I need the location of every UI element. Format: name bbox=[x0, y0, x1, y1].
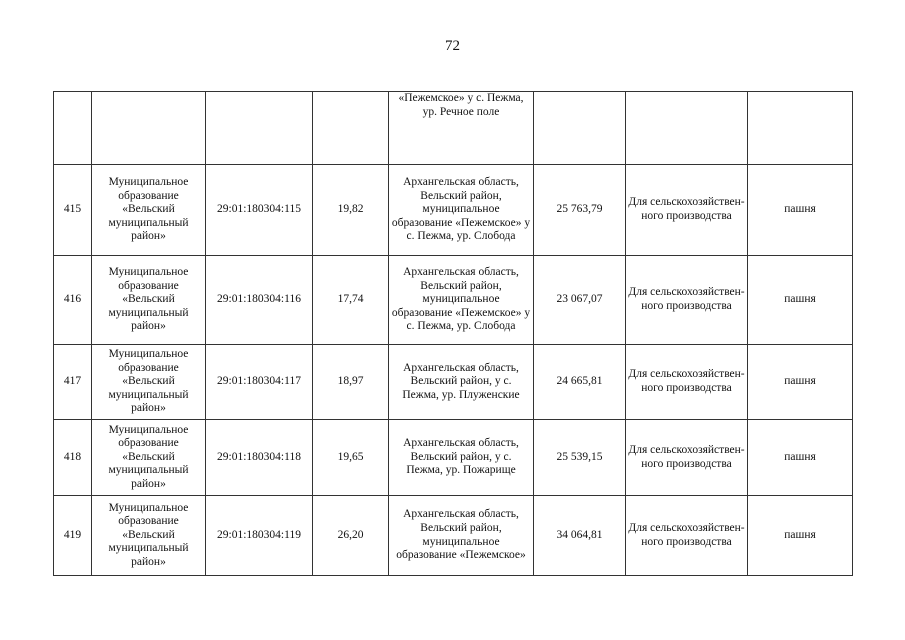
cell-owner: Муниципальное образование «Вельский муниципальный район» bbox=[92, 256, 206, 345]
cell-cadastral bbox=[206, 92, 313, 165]
cell-cost bbox=[534, 92, 626, 165]
cell-address: Архангельская область, Вельский район, муниципальное образование «Пежемское» у с. Пежма, ур. Слобода bbox=[389, 256, 534, 345]
cell-cost: 24 665,81 bbox=[534, 345, 626, 420]
cell-land-type: пашня bbox=[748, 256, 853, 345]
cell-num: 415 bbox=[54, 165, 92, 256]
cell-land-type bbox=[748, 92, 853, 165]
cell-area bbox=[313, 92, 389, 165]
cell-area: 19,65 bbox=[313, 420, 389, 496]
cell-num: 419 bbox=[54, 496, 92, 576]
cell-area: 19,82 bbox=[313, 165, 389, 256]
page-number: 72 bbox=[445, 38, 460, 54]
cell-land-type: пашня bbox=[748, 420, 853, 496]
cell-owner bbox=[92, 92, 206, 165]
table-row bbox=[54, 496, 853, 576]
cell-address: Архангельская область, Вельский район, муниципальное образование «Пежемское» у с. Пежма, ур. Слобода bbox=[389, 165, 534, 256]
cell-num: 416 bbox=[54, 256, 92, 345]
cell-purpose: Для сельскохозяйствен-ного производства bbox=[626, 256, 748, 345]
continuation-row bbox=[54, 92, 853, 165]
table-row bbox=[54, 345, 853, 420]
cell-num: 417 bbox=[54, 345, 92, 420]
cell-cost: 25 539,15 bbox=[534, 420, 626, 496]
table-row bbox=[54, 420, 853, 496]
cell-land-type: пашня bbox=[748, 345, 853, 420]
cell-cost: 23 067,07 bbox=[534, 256, 626, 345]
cell-cadastral: 29:01:180304:118 bbox=[206, 420, 313, 496]
cell-cadastral: 29:01:180304:116 bbox=[206, 256, 313, 345]
cell-owner: Муниципальное образование «Вельский муниципальный район» bbox=[92, 420, 206, 496]
cell-purpose bbox=[626, 92, 748, 165]
cell-area: 17,74 bbox=[313, 256, 389, 345]
cell-cadastral: 29:01:180304:119 bbox=[206, 496, 313, 576]
cell-cost: 34 064,81 bbox=[534, 496, 626, 576]
cell-area: 18,97 bbox=[313, 345, 389, 420]
cell-purpose: Для сельскохозяйствен-ного производства bbox=[626, 496, 748, 576]
table-row bbox=[54, 165, 853, 256]
cell-cost: 25 763,79 bbox=[534, 165, 626, 256]
cell-owner: Муниципальное образование «Вельский муниципальный район» bbox=[92, 165, 206, 256]
cell-area: 26,20 bbox=[313, 496, 389, 576]
cell-cadastral: 29:01:180304:117 bbox=[206, 345, 313, 420]
cell-num: 418 bbox=[54, 420, 92, 496]
cell-land-type: пашня bbox=[748, 165, 853, 256]
table-row bbox=[54, 256, 853, 345]
cell-purpose: Для сельскохозяйствен-ного производства bbox=[626, 420, 748, 496]
cell-address: Архангельская область, Вельский район, у с. Пежма, ур. Плуженские bbox=[389, 345, 534, 420]
cell-cadastral: 29:01:180304:115 bbox=[206, 165, 313, 256]
cell-address: Архангельская область, Вельский район, у с. Пежма, ур. Пожарище bbox=[389, 420, 534, 496]
cell-address: Архангельская область, Вельский район, муниципальное образование «Пежемское» bbox=[389, 496, 534, 576]
cell-purpose: Для сельскохозяйствен-ного производства bbox=[626, 345, 748, 420]
cell-purpose: Для сельскохозяйствен-ного производства bbox=[626, 165, 748, 256]
cell-land-type: пашня bbox=[748, 496, 853, 576]
cell-owner: Муниципальное образование «Вельский муниципальный район» bbox=[92, 496, 206, 576]
cell-num bbox=[54, 92, 92, 165]
land-registry-table bbox=[53, 91, 853, 576]
cell-owner: Муниципальное образование «Вельский муниципальный район» bbox=[92, 345, 206, 420]
cell-address: «Пежемское» у с. Пежма, ур. Речное поле bbox=[389, 92, 534, 165]
